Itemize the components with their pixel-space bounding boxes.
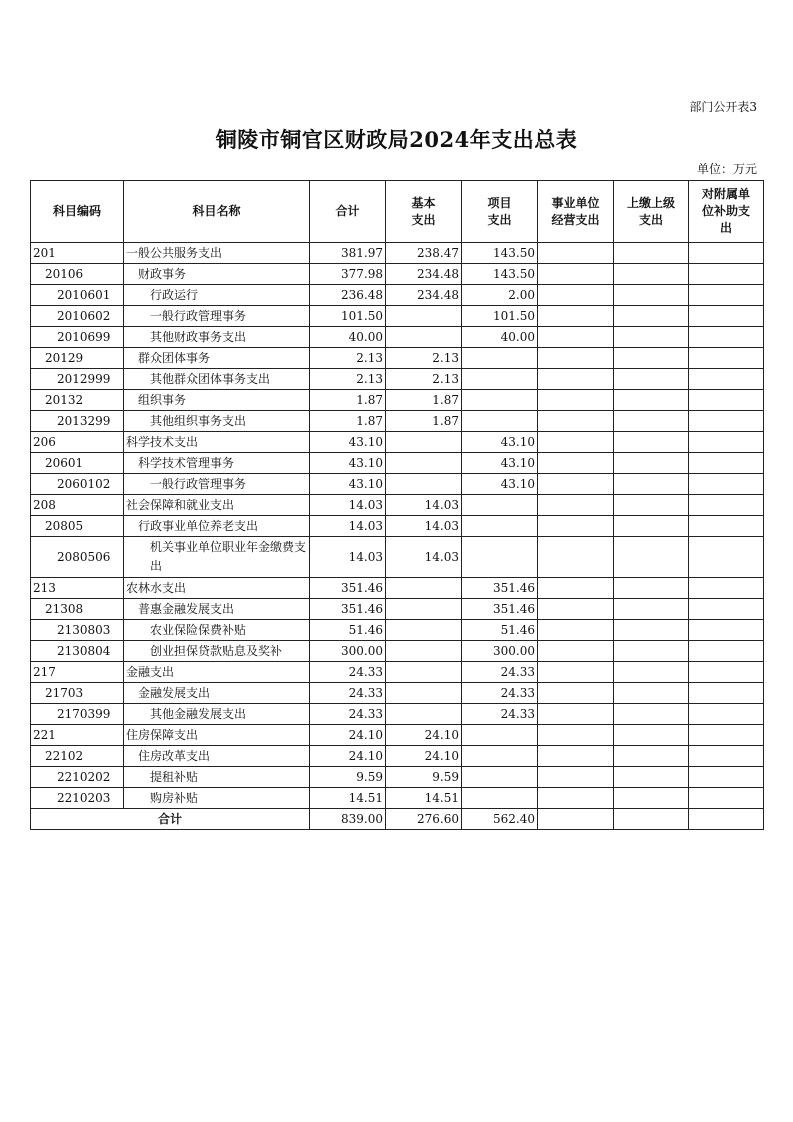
cell-code: 20129 <box>31 348 124 369</box>
cell-code: 2012999 <box>31 369 124 390</box>
total-row <box>31 809 764 830</box>
cell-business <box>538 704 614 725</box>
cell-project <box>462 537 538 578</box>
cell-subsidy <box>689 662 764 683</box>
cell-business <box>538 474 614 495</box>
cell-total: 24.10 <box>310 746 386 767</box>
cell-business <box>538 746 614 767</box>
table-row <box>31 243 764 264</box>
cell-upper <box>614 746 689 767</box>
cell-total: 236.48 <box>310 285 386 306</box>
cell-code: 2080506 <box>31 537 124 578</box>
cell-project: 43.10 <box>462 453 538 474</box>
cell-code: 20601 <box>31 453 124 474</box>
cell-basic <box>386 474 462 495</box>
cell-business <box>538 495 614 516</box>
cell-name: 社会保障和就业支出 <box>124 495 310 516</box>
cell-business <box>538 641 614 662</box>
cell-total: 14.03 <box>310 516 386 537</box>
cell-basic: 234.48 <box>386 264 462 285</box>
header-basic: 基本 支出 <box>386 181 462 243</box>
table-row <box>31 641 764 662</box>
cell-business <box>538 578 614 599</box>
table-row <box>31 495 764 516</box>
cell-basic <box>386 683 462 704</box>
cell-project <box>462 369 538 390</box>
cell-basic <box>386 704 462 725</box>
cell-business <box>538 662 614 683</box>
cell-upper <box>614 620 689 641</box>
cell-name: 一般行政管理事务 <box>124 306 310 327</box>
cell-upper <box>614 641 689 662</box>
cell-project <box>462 746 538 767</box>
table-row <box>31 264 764 285</box>
cell-subsidy <box>689 390 764 411</box>
cell-basic <box>386 578 462 599</box>
cell-total: 24.33 <box>310 662 386 683</box>
cell-business <box>538 453 614 474</box>
cell-business <box>538 306 614 327</box>
cell-project: 51.46 <box>462 620 538 641</box>
header-total: 合计 <box>310 181 386 243</box>
cell-total: 40.00 <box>310 327 386 348</box>
cell-subsidy <box>689 348 764 369</box>
cell-project <box>462 788 538 809</box>
cell-name: 创业担保贷款贴息及奖补 <box>124 641 310 662</box>
table-row <box>31 474 764 495</box>
cell-code: 217 <box>31 662 124 683</box>
cell-business <box>538 285 614 306</box>
cell-business <box>538 390 614 411</box>
cell-total: 51.46 <box>310 620 386 641</box>
cell-project: 143.50 <box>462 243 538 264</box>
cell-upper <box>614 767 689 788</box>
cell-subsidy <box>689 516 764 537</box>
cell-code: 2060102 <box>31 474 124 495</box>
cell-total: 14.51 <box>310 788 386 809</box>
cell-total: 1.87 <box>310 390 386 411</box>
cell-upper <box>614 516 689 537</box>
cell-project: 24.33 <box>462 683 538 704</box>
cell-basic: 1.87 <box>386 411 462 432</box>
cell-subsidy <box>689 725 764 746</box>
cell-subsidy <box>689 620 764 641</box>
cell-name: 其他金融发展支出 <box>124 704 310 725</box>
cell-project: 2.00 <box>462 285 538 306</box>
table-row <box>31 725 764 746</box>
cell-project: 143.50 <box>462 264 538 285</box>
cell-business <box>538 411 614 432</box>
cell-basic: 14.03 <box>386 537 462 578</box>
page-title: 铜陵市铜官区财政局2024年支出总表 <box>215 127 578 152</box>
table-row <box>31 516 764 537</box>
cell-basic <box>386 599 462 620</box>
cell-basic <box>386 453 462 474</box>
cell-basic: 2.13 <box>386 369 462 390</box>
cell-basic: 1.87 <box>386 390 462 411</box>
cell-project: 351.46 <box>462 599 538 620</box>
cell-code: 2010602 <box>31 306 124 327</box>
cell-subsidy <box>689 767 764 788</box>
cell-subsidy <box>689 264 764 285</box>
cell-code: 20106 <box>31 264 124 285</box>
cell-name: 住房改革支出 <box>124 746 310 767</box>
cell-upper <box>614 495 689 516</box>
cell-name: 农业保险保费补贴 <box>124 620 310 641</box>
total-row-basic: 276.60 <box>386 809 462 830</box>
cell-subsidy <box>689 641 764 662</box>
cell-upper <box>614 264 689 285</box>
cell-code: 2013299 <box>31 411 124 432</box>
cell-name: 一般行政管理事务 <box>124 474 310 495</box>
unit-label: 单位：万元 <box>696 162 757 176</box>
cell-name: 金融发展支出 <box>124 683 310 704</box>
cell-upper <box>614 306 689 327</box>
table-row <box>31 285 764 306</box>
cell-total: 14.03 <box>310 495 386 516</box>
cell-total: 24.33 <box>310 683 386 704</box>
cell-upper <box>614 390 689 411</box>
cell-subsidy <box>689 285 764 306</box>
cell-project <box>462 348 538 369</box>
cell-name: 一般公共服务支出 <box>124 243 310 264</box>
cell-total: 14.03 <box>310 537 386 578</box>
cell-name: 普惠金融发展支出 <box>124 599 310 620</box>
cell-name: 财政事务 <box>124 264 310 285</box>
cell-business <box>538 516 614 537</box>
cell-subsidy <box>689 495 764 516</box>
table-row <box>31 432 764 453</box>
table-row <box>31 390 764 411</box>
cell-business <box>538 788 614 809</box>
total-row-subsidy <box>689 809 764 830</box>
header-code: 科目编码 <box>31 181 124 243</box>
cell-total: 351.46 <box>310 578 386 599</box>
total-row-business <box>538 809 614 830</box>
table-row <box>31 767 764 788</box>
table-row <box>31 683 764 704</box>
cell-code: 2010699 <box>31 327 124 348</box>
cell-project <box>462 390 538 411</box>
cell-code: 20805 <box>31 516 124 537</box>
cell-code: 2210203 <box>31 788 124 809</box>
cell-total: 24.10 <box>310 725 386 746</box>
cell-upper <box>614 537 689 578</box>
cell-code: 206 <box>31 432 124 453</box>
cell-total: 377.98 <box>310 264 386 285</box>
cell-subsidy <box>689 599 764 620</box>
cell-total: 43.10 <box>310 432 386 453</box>
cell-code: 2130804 <box>31 641 124 662</box>
cell-code: 2210202 <box>31 767 124 788</box>
cell-subsidy <box>689 411 764 432</box>
cell-basic: 14.03 <box>386 495 462 516</box>
total-row-label: 合计 <box>31 809 310 830</box>
cell-basic: 24.10 <box>386 725 462 746</box>
cell-name: 购房补贴 <box>124 788 310 809</box>
cell-total: 43.10 <box>310 453 386 474</box>
cell-basic: 2.13 <box>386 348 462 369</box>
cell-upper <box>614 683 689 704</box>
cell-code: 22102 <box>31 746 124 767</box>
header-project: 项目 支出 <box>462 181 538 243</box>
table-row <box>31 788 764 809</box>
cell-code: 208 <box>31 495 124 516</box>
cell-basic: 14.03 <box>386 516 462 537</box>
cell-business <box>538 599 614 620</box>
cell-basic: 234.48 <box>386 285 462 306</box>
table-row <box>31 327 764 348</box>
cell-name: 机关事业单位职业年金缴费支出 <box>124 537 310 578</box>
header-name: 科目名称 <box>124 181 310 243</box>
cell-total: 43.10 <box>310 474 386 495</box>
cell-upper <box>614 327 689 348</box>
cell-project <box>462 516 538 537</box>
cell-business <box>538 767 614 788</box>
cell-name: 其他组织事务支出 <box>124 411 310 432</box>
cell-basic <box>386 327 462 348</box>
cell-upper <box>614 369 689 390</box>
cell-code: 21703 <box>31 683 124 704</box>
cell-upper <box>614 474 689 495</box>
table-row <box>31 453 764 474</box>
cell-code: 221 <box>31 725 124 746</box>
cell-basic: 14.51 <box>386 788 462 809</box>
cell-business <box>538 432 614 453</box>
cell-project: 101.50 <box>462 306 538 327</box>
header-upper: 上缴上级 支出 <box>614 181 689 243</box>
cell-total: 9.59 <box>310 767 386 788</box>
cell-name: 群众团体事务 <box>124 348 310 369</box>
cell-subsidy <box>689 746 764 767</box>
cell-code: 213 <box>31 578 124 599</box>
cell-subsidy <box>689 537 764 578</box>
cell-subsidy <box>689 453 764 474</box>
cell-total: 381.97 <box>310 243 386 264</box>
cell-project <box>462 495 538 516</box>
cell-business <box>538 243 614 264</box>
cell-subsidy <box>689 788 764 809</box>
cell-total: 2.13 <box>310 369 386 390</box>
header-business: 事业单位 经营支出 <box>538 181 614 243</box>
cell-total: 351.46 <box>310 599 386 620</box>
cell-project: 351.46 <box>462 578 538 599</box>
expenditure-table <box>30 180 764 830</box>
table-row <box>31 599 764 620</box>
cell-total: 300.00 <box>310 641 386 662</box>
table-header-row <box>31 181 764 243</box>
cell-code: 21308 <box>31 599 124 620</box>
cell-project: 24.33 <box>462 704 538 725</box>
cell-subsidy <box>689 683 764 704</box>
cell-basic: 238.47 <box>386 243 462 264</box>
table-row <box>31 662 764 683</box>
total-row-project: 562.40 <box>462 809 538 830</box>
cell-business <box>538 327 614 348</box>
cell-upper <box>614 453 689 474</box>
cell-project: 40.00 <box>462 327 538 348</box>
cell-basic <box>386 432 462 453</box>
cell-total: 24.33 <box>310 704 386 725</box>
cell-name: 提租补贴 <box>124 767 310 788</box>
cell-basic <box>386 662 462 683</box>
cell-upper <box>614 432 689 453</box>
cell-upper <box>614 788 689 809</box>
cell-business <box>538 725 614 746</box>
cell-total: 2.13 <box>310 348 386 369</box>
cell-name: 金融支出 <box>124 662 310 683</box>
cell-total: 1.87 <box>310 411 386 432</box>
cell-project: 43.10 <box>462 474 538 495</box>
cell-business <box>538 620 614 641</box>
table-row <box>31 620 764 641</box>
cell-name: 行政事业单位养老支出 <box>124 516 310 537</box>
cell-name: 行政运行 <box>124 285 310 306</box>
cell-basic: 24.10 <box>386 746 462 767</box>
cell-project: 300.00 <box>462 641 538 662</box>
table-row <box>31 704 764 725</box>
cell-name: 科学技术支出 <box>124 432 310 453</box>
table-row <box>31 369 764 390</box>
cell-code: 20132 <box>31 390 124 411</box>
cell-subsidy <box>689 306 764 327</box>
cell-project <box>462 767 538 788</box>
total-row-total: 839.00 <box>310 809 386 830</box>
cell-basic <box>386 620 462 641</box>
table-row <box>31 746 764 767</box>
table-row <box>31 411 764 432</box>
table-row <box>31 348 764 369</box>
cell-business <box>538 348 614 369</box>
cell-subsidy <box>689 327 764 348</box>
cell-subsidy <box>689 432 764 453</box>
header-subsidy: 对附属单 位补助支 出 <box>689 181 764 243</box>
cell-upper <box>614 599 689 620</box>
cell-project <box>462 725 538 746</box>
cell-upper <box>614 285 689 306</box>
cell-basic: 9.59 <box>386 767 462 788</box>
cell-basic <box>386 641 462 662</box>
cell-code: 2010601 <box>31 285 124 306</box>
cell-business <box>538 683 614 704</box>
cell-name: 其他群众团体事务支出 <box>124 369 310 390</box>
cell-business <box>538 264 614 285</box>
cell-subsidy <box>689 474 764 495</box>
cell-name: 农林水支出 <box>124 578 310 599</box>
cell-code: 201 <box>31 243 124 264</box>
cell-upper <box>614 704 689 725</box>
cell-subsidy <box>689 578 764 599</box>
cell-name: 科学技术管理事务 <box>124 453 310 474</box>
cell-business <box>538 537 614 578</box>
cell-upper <box>614 578 689 599</box>
cell-subsidy <box>689 243 764 264</box>
cell-project <box>462 411 538 432</box>
cell-basic <box>386 306 462 327</box>
cell-total: 101.50 <box>310 306 386 327</box>
cell-code: 2170399 <box>31 704 124 725</box>
cell-name: 住房保障支出 <box>124 725 310 746</box>
cell-subsidy <box>689 704 764 725</box>
table-row <box>31 578 764 599</box>
cell-business <box>538 369 614 390</box>
table-row <box>31 537 764 578</box>
cell-upper <box>614 725 689 746</box>
cell-code: 2130803 <box>31 620 124 641</box>
cell-name: 组织事务 <box>124 390 310 411</box>
cell-project: 43.10 <box>462 432 538 453</box>
document-number-label: 部门公开表3 <box>689 100 757 114</box>
cell-upper <box>614 243 689 264</box>
cell-upper <box>614 411 689 432</box>
total-row-upper <box>614 809 689 830</box>
cell-upper <box>614 662 689 683</box>
cell-name: 其他财政事务支出 <box>124 327 310 348</box>
cell-project: 24.33 <box>462 662 538 683</box>
cell-subsidy <box>689 369 764 390</box>
cell-upper <box>614 348 689 369</box>
table-row <box>31 306 764 327</box>
